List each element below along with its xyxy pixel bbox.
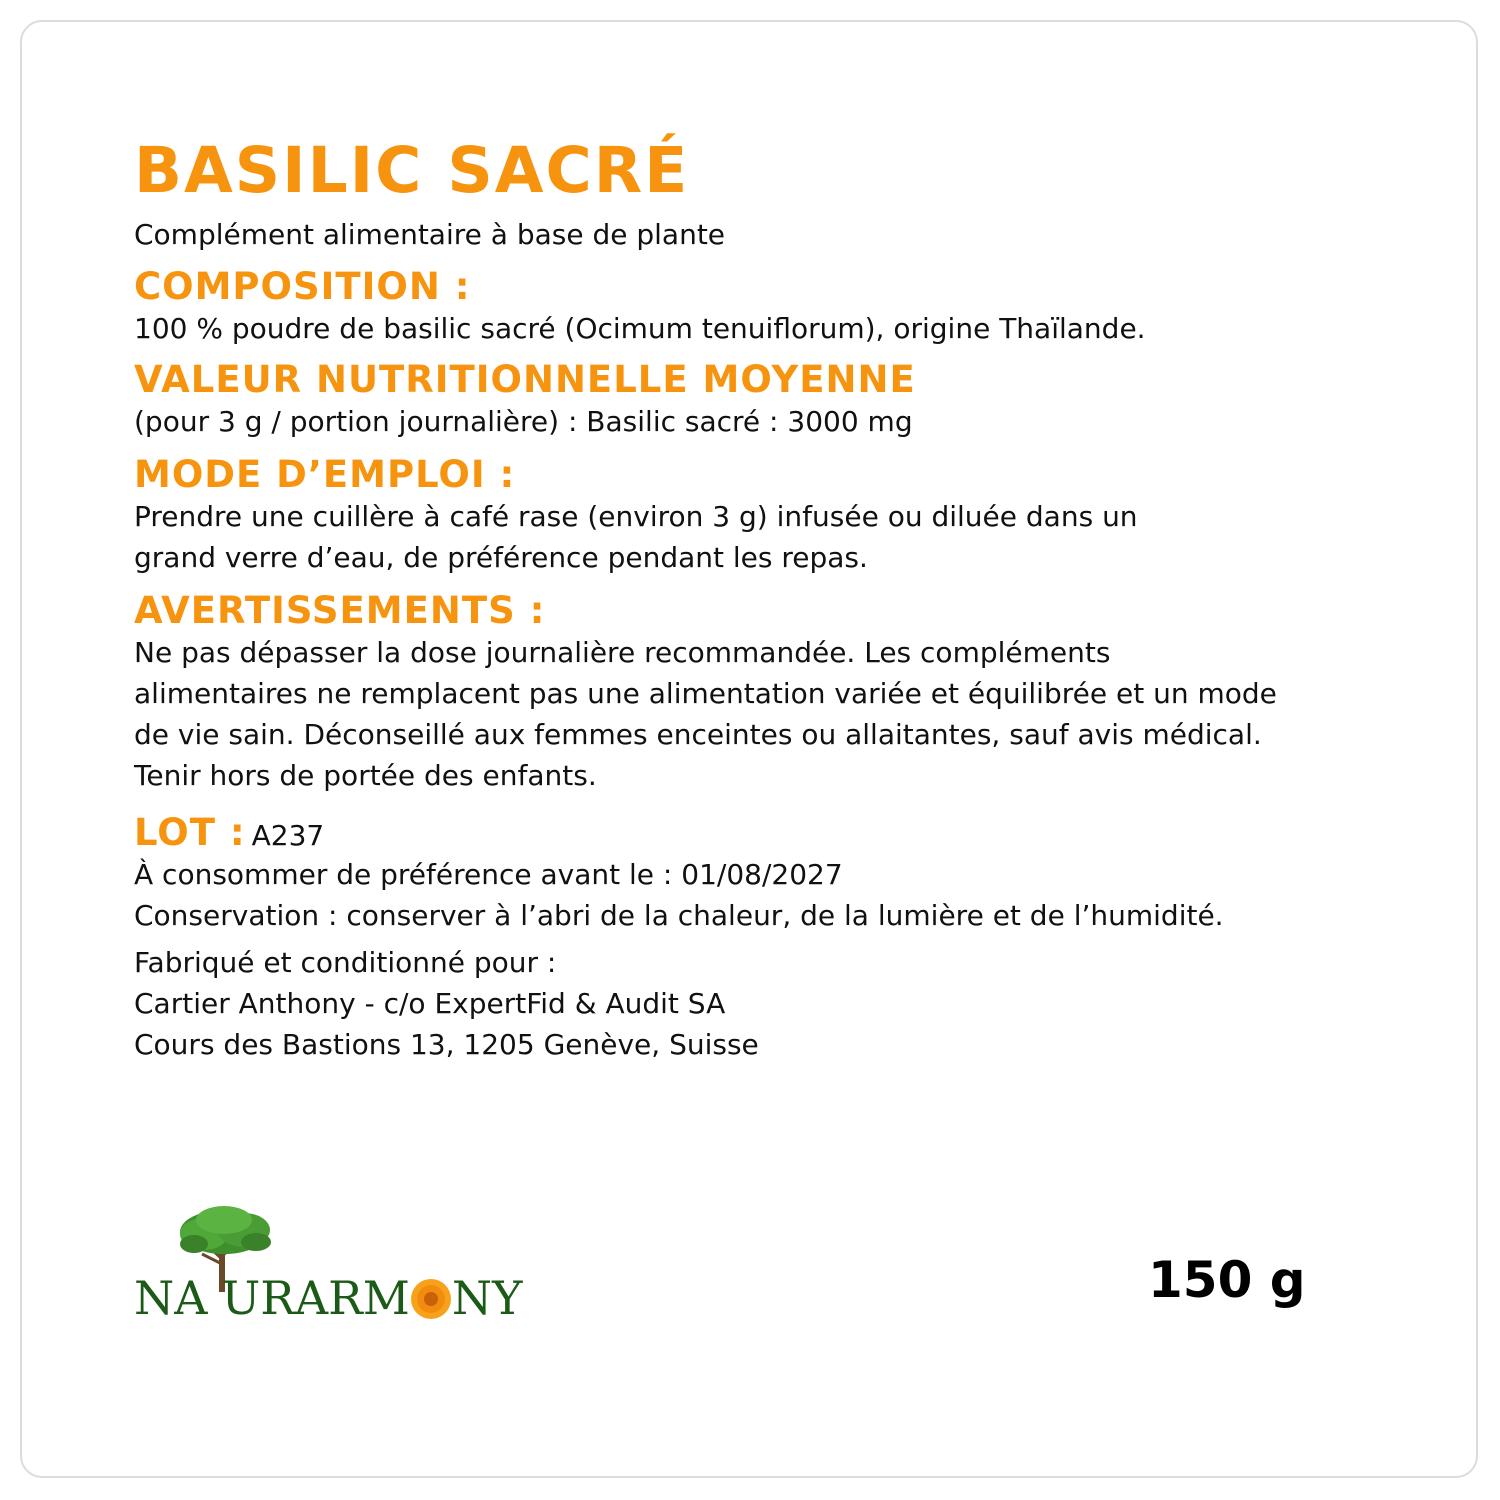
storage-text: Conservation : conserver à l’abri de la chaleur, de la lumière et de l’humidité.	[134, 899, 1224, 932]
brand-letters: URARM	[221, 1271, 410, 1325]
usage-line: Prendre une cuillère à café rase (environ 3 g) infusée ou diluée dans un	[134, 500, 1138, 533]
warnings-line: alimentaires ne remplacent pas une alimentation variée et équilibrée et un mode	[134, 677, 1277, 710]
net-weight: 150 g	[1148, 1251, 1306, 1309]
sun-flower-icon	[410, 1278, 452, 1320]
lot-value: A237	[251, 819, 325, 852]
usage-line: grand verre d’eau, de préférence pendant les repas.	[134, 541, 868, 574]
manufacturer-line: Cartier Anthony - c/o ExpertFid & Audit SA	[134, 987, 726, 1020]
composition-heading: COMPOSITION :	[134, 265, 471, 308]
nutrition-heading: VALEUR NUTRITIONNELLE MOYENNE	[134, 358, 916, 401]
composition-text: 100 % poudre de basilic sacré (Ocimum tenuiflorum), origine Thaïlande.	[134, 312, 1146, 345]
warnings-line: Ne pas dépasser la dose journalière recommandée. Les compléments	[134, 636, 1111, 669]
best-before: À consommer de préférence avant le : 01/08/2027	[134, 858, 843, 891]
label-card	[20, 20, 1478, 1478]
manufacturer-line: Fabriqué et conditionné pour :	[134, 946, 557, 979]
nutrition-text: (pour 3 g / portion journalière) : Basilic sacré : 3000 mg	[134, 405, 913, 438]
product-subtitle: Complément alimentaire à base de plante	[134, 218, 726, 251]
brand-logo	[134, 1218, 554, 1328]
manufacturer-line: Cours des Bastions 13, 1205 Genève, Suisse	[134, 1028, 759, 1061]
usage-heading: MODE D’EMPLOI :	[134, 453, 516, 496]
lot-heading: LOT :	[134, 811, 246, 854]
warnings-line: de vie sain. Déconseillé aux femmes enceintes ou allaitantes, sauf avis médical.	[134, 718, 1262, 751]
warnings-heading: AVERTISSEMENTS :	[134, 589, 546, 632]
lot-row	[134, 812, 1424, 854]
warnings-line: Tenir hors de portée des enfants.	[134, 759, 597, 792]
brand-letters: NY	[451, 1271, 523, 1325]
brand-name	[134, 1272, 522, 1324]
product-title: BASILIC SACRÉ	[134, 134, 690, 207]
label-content	[134, 132, 1424, 1065]
brand-letters: NA	[134, 1271, 208, 1325]
